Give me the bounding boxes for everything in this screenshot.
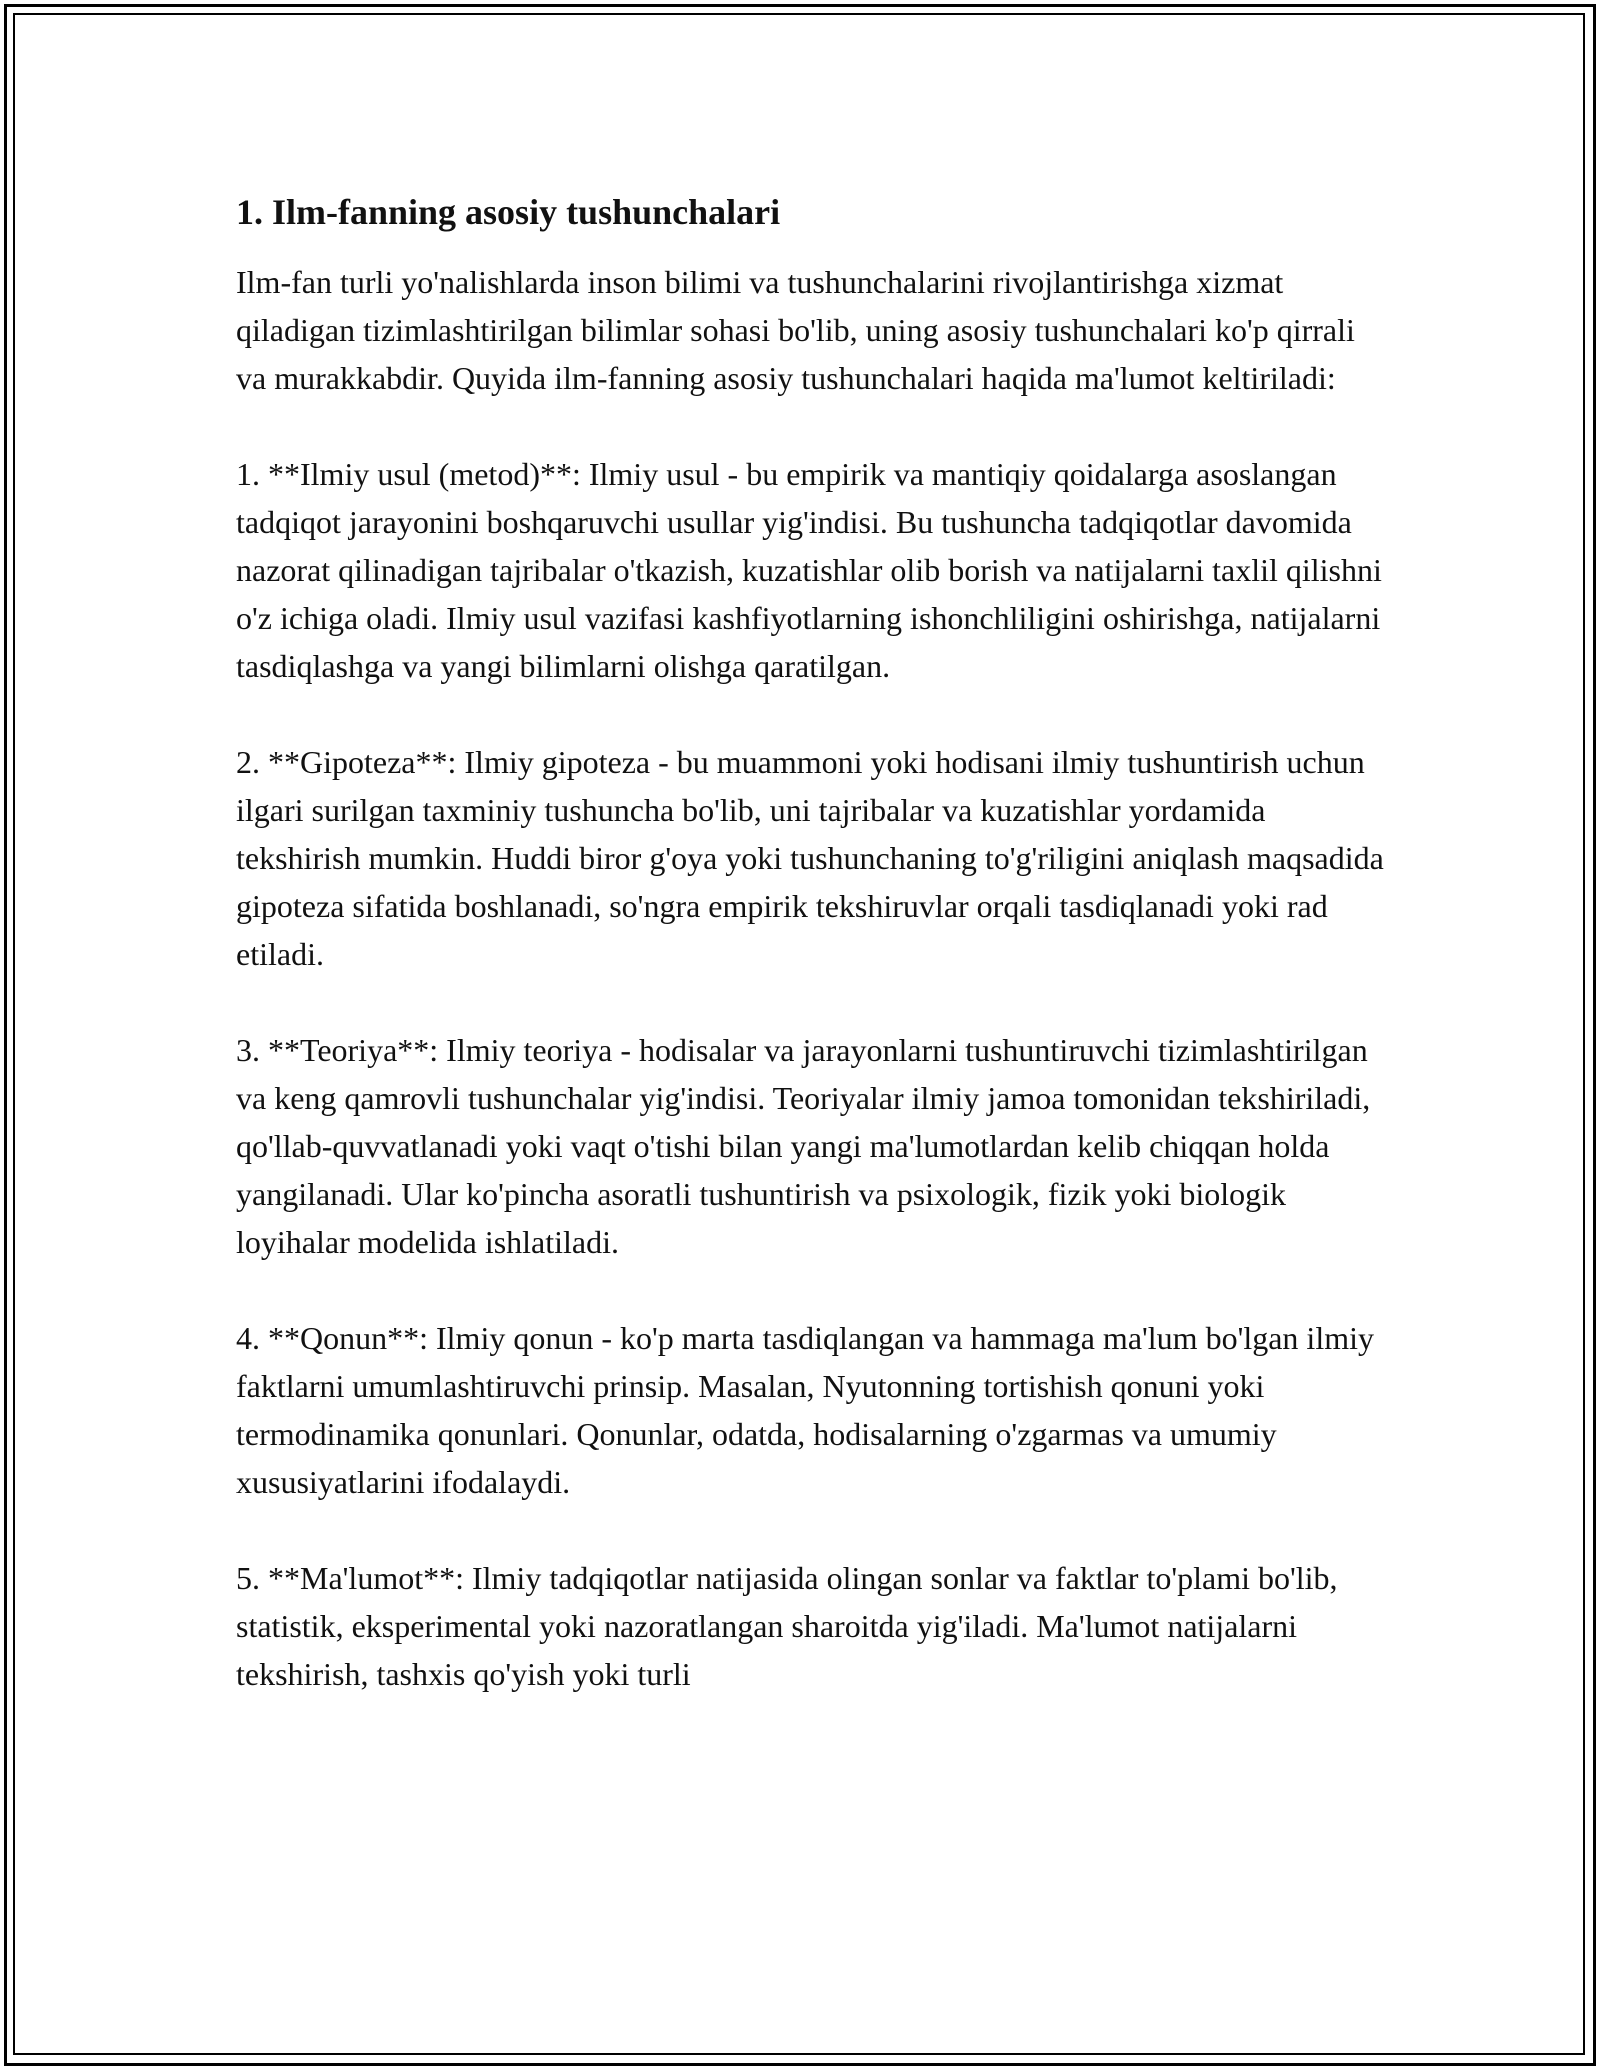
paragraph-qonun: 4. **Qonun**: Ilmiy qonun - ko'p marta tasdiqlangan va hammaga ma'lum bo'lgan ilmiy faktlarni umumlashtiruvchi prinsip. Masalan, Nyutonning tortishish qonuni yoki termodinamika qonunlari. Qonunlar, odatda, hodisalarning o'zgarmas va umumiy xususiyatlarini ifodalaydi. bbox=[236, 1320, 1374, 1500]
document-body bbox=[236, 188, 1386, 1698]
paragraph-gipoteza: 2. **Gipoteza**: Ilmiy gipoteza - bu muammoni yoki hodisani ilmiy tushuntirish uchun ilgari surilgan taxminiy tushuncha bo'lib, uni tajribalar va kuzatishlar yordamida tekshirish mumkin. Huddi biror g'oya yoki tushunchaning to'g'riligini aniqlash maqsadida gipoteza sifatida boshlanadi, so'ngra empirik tekshiruvlar orqali tasdiqlanadi yoki rad etiladi. bbox=[236, 744, 1384, 972]
paragraph-teoriya: 3. **Teoriya**: Ilmiy teoriya - hodisalar va jarayonlarni tushuntiruvchi tizimlashtirilgan va keng qamrovli tushunchalar yig'indisi. Teoriyalar ilmiy jamoa tomonidan tekshiriladi, qo'llab-quvvatlanadi yoki vaqt o'tishi bilan yangi ma'lumotlardan kelib chiqqan holda yangilanadi. Ular ko'pincha asoratli tushuntirish va psixologik, fizik yoki biologik loyihalar modelida ishlatiladi. bbox=[236, 1032, 1371, 1260]
paragraph-malumot: 5. **Ma'lumot**: Ilmiy tadqiqotlar natijasida olingan sonlar va faktlar to'plami bo'lib, statistik, eksperimental yoki nazoratlangan sharoitda yig'iladi. Ma'lumot natijalarni tekshirish, tashxis qo'yish yoki turli bbox=[236, 1560, 1338, 1692]
intro-paragraph: Ilm-fan turli yo'nalishlarda inson bilimi va tushunchalarini rivojlantirishga xizmat qiladigan tizimlashtirilgan bilimlar sohasi bo'lib, uning asosiy tushunchalari ko'p qirrali va murakkabdir. Quyida ilm-fanning asosiy tushunchalari haqida ma'lumot keltiriladi: bbox=[236, 264, 1355, 396]
paragraph-ilmiy-usul: 1. **Ilmiy usul (metod)**: Ilmiy usul - bu empirik va mantiqiy qoidalarga asoslangan tadqiqot jarayonini boshqaruvchi usullar yig'indisi. Bu tushuncha tadqiqotlar davomida nazorat qilinadigan tajribalar o'tkazish, kuzatishlar olib borish va natijalarni taxlil qilishni o'z ichiga oladi. Ilmiy usul vazifasi kashfiyotlarning ishonchliligini oshirishga, natijalarni tasdiqlashga va yangi bilimlarni olishga qaratilgan. bbox=[236, 456, 1382, 684]
section-heading: 1. Ilm-fanning asosiy tushunchalari bbox=[236, 192, 781, 232]
